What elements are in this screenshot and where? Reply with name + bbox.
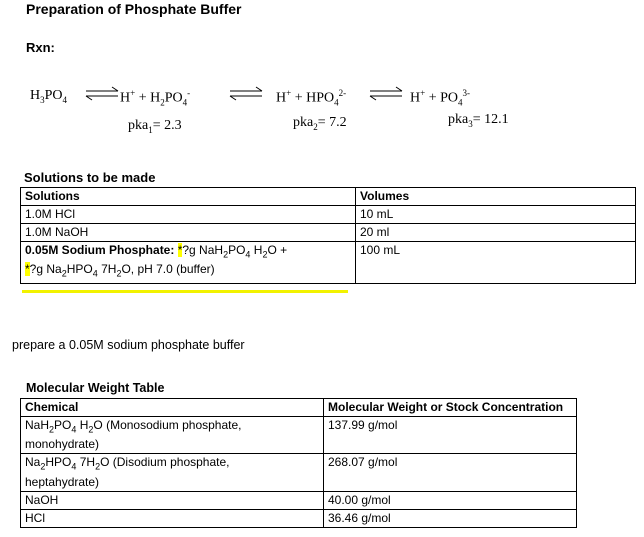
instruction-text: prepare a 0.05M sodium phosphate buffer <box>12 338 245 352</box>
chemical-cell: NaOH <box>21 491 324 509</box>
species-h-hpo4: $H^+ + HPO_4^{2-}$ <box>276 88 347 108</box>
table-row <box>21 491 577 509</box>
pka-3: pka$_3$= 12.1 <box>448 112 509 129</box>
species-h-h2po4: $H^+ + H_2PO_4^-$ <box>120 88 191 108</box>
header-volumes: Volumes <box>356 188 636 206</box>
mw-cell: 268.07 g/mol <box>324 454 577 491</box>
rxn-label: Rxn: <box>26 40 55 55</box>
equilibrium-arrow-3 <box>368 86 404 102</box>
table-row <box>21 224 636 242</box>
table-header-row <box>21 188 636 206</box>
mw-caption: Molecular Weight Table <box>26 381 165 395</box>
mw-cell: 137.99 g/mol <box>324 417 577 454</box>
table-header-row <box>21 399 577 417</box>
solution-cell-buffer: 0.05M Sodium Phosphate: *?g $NaH_2PO_4$ $H_2O$ + *?g $Na_2HPO_4$ $7H_2O$, pH 7.0 (buffer) <box>21 242 356 284</box>
volume-cell: 10 mL <box>356 206 636 224</box>
solutions-table <box>20 187 636 284</box>
chemical-cell: HCl <box>21 509 324 527</box>
table-row <box>21 454 577 491</box>
species-h3po4: $H_3PO_4$ <box>30 88 68 105</box>
table-row <box>21 417 577 454</box>
header-chemical: Chemical <box>21 399 324 417</box>
table-row <box>21 242 636 284</box>
solutions-caption: Solutions to be made <box>24 170 156 185</box>
equilibrium-arrow-1 <box>84 86 120 102</box>
volume-cell: 20 ml <box>356 224 636 242</box>
volume-cell: 100 mL <box>356 242 636 284</box>
equilibrium-arrow-2 <box>228 86 264 102</box>
header-solutions: Solutions <box>21 188 356 206</box>
mw-cell: 36.46 g/mol <box>324 509 577 527</box>
pka-2: pka$_2$= 7.2 <box>293 115 347 132</box>
chemical-cell: $NaH_2PO_4$ $H_2O$ (Monosodium phosphate, monohydrate) <box>21 417 324 454</box>
pka-1: pka$_1$= 2.3 <box>128 118 182 135</box>
header-mw: Molecular Weight or Stock Concentration <box>324 399 577 417</box>
chemical-cell: $Na_2HPO_4$ $7H_2O$ (Disodium phosphate, heptahydrate) <box>21 454 324 491</box>
species-h-po4: $H^+ + PO_4^{3-}$ <box>410 88 470 108</box>
highlight-underline <box>22 290 348 293</box>
solution-cell: 1.0M NaOH <box>21 224 356 242</box>
table-row <box>21 206 636 224</box>
mw-table <box>20 398 577 528</box>
table-row <box>21 509 577 527</box>
page-title: Preparation of Phosphate Buffer <box>26 1 242 17</box>
solution-cell: 1.0M HCl <box>21 206 356 224</box>
mw-cell: 40.00 g/mol <box>324 491 577 509</box>
